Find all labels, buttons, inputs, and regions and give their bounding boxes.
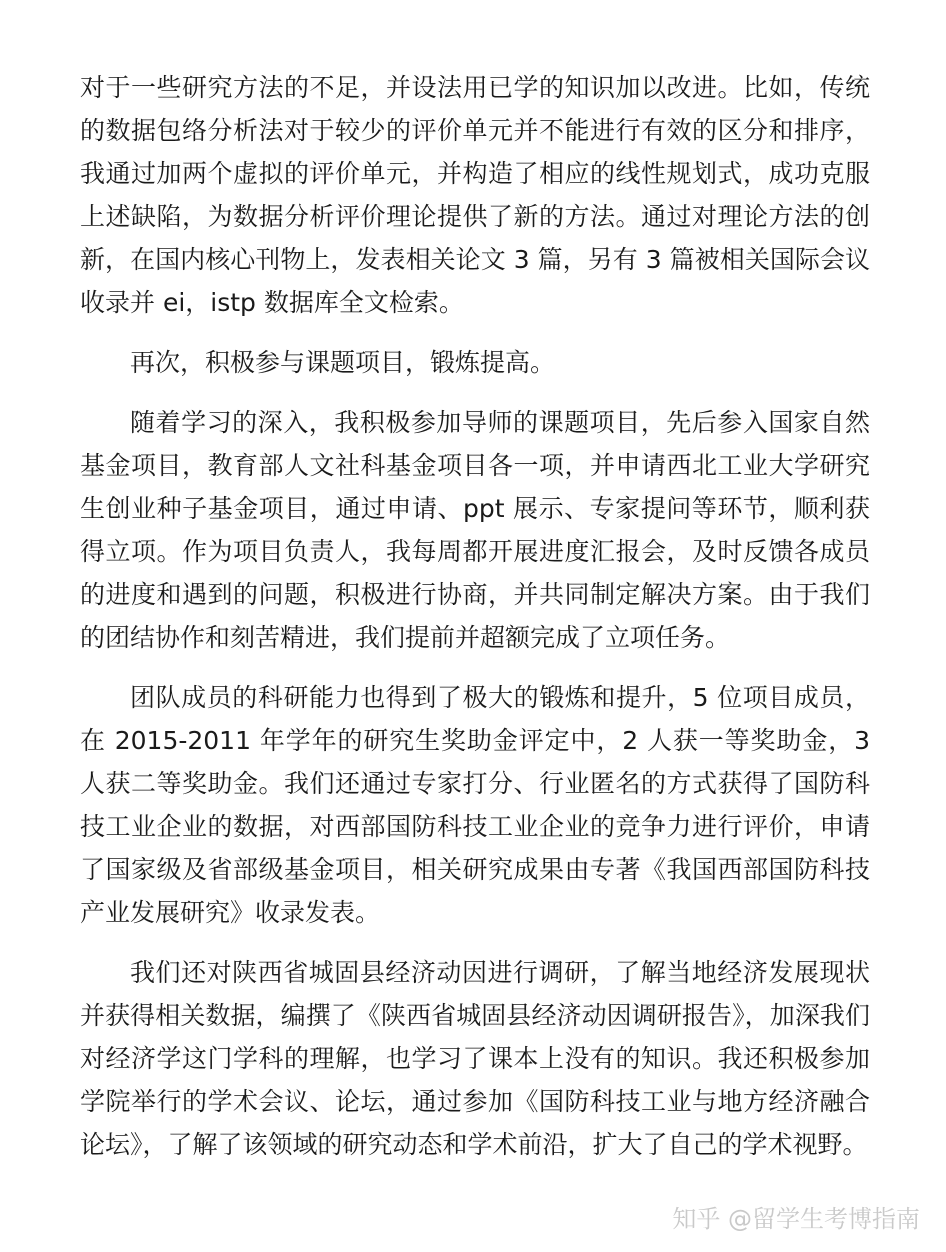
paragraph-methods-improvement: 对于一些研究方法的不足，并设法用已学的知识加以改进。比如，传统的数据包络分析法对于较少的评价单元并不能进行有效的区分和排序，我通过加两个虚拟的评价单元，并构造了相应的线性规划式，成功克服上述缺陷，为数据分析评价理论提供了新的方法。通过对理论方法的创新，在国内核心刊物上，发表相关论文 3 篇，另有 3 篇被相关国际会议收录并 ei，istp 数据库全文检索。 [80,73,870,317]
paragraph-field-research: 我们还对陕西省城固县经济动因进行调研，了解当地经济发展现状并获得相关数据，编撰了《陕西省城固县经济动因调研报告》，加深我们对经济学这门学科的理解，也学习了课本上没有的知识。我还积极参加学院举行的学术会议、论坛，通过参加《国防科技工业与地方经济融合论坛》，了解了该领域的研究动态和学术前沿，扩大了自己的学术视野。 [80,958,870,1159]
paragraph-project-participation: 随着学习的深入，我积极参加导师的课题项目，先后参入国家自然基金项目，教育部人文社科基金项目各一项，并申请西北工业大学研究生创业种子基金项目，通过申请、ppt 展示、专家提问等环节，顺利获得立项。作为项目负责人，我每周都开展进度汇报会，及时反馈各成员的进度和遇到的问题，积极进行协商，并共同制定解决方案。由于我们的团结协作和刻苦精进，我们提前并超额完成了立项任务。 [80,408,870,652]
document-body [80,66,870,1166]
paragraph-projects-heading: 再次，积极参与课题项目，锻炼提高。 [130,348,556,377]
paragraph-team-achievements: 团队成员的科研能力也得到了极大的锻炼和提升，5 位项目成员，在 2015-2011 年学年的研究生奖助金评定中，2 人获一等奖助金，3 人获二等奖助金。我们还通过专家打分、行业匿名的方式获得了国防科技工业企业的数据，对西部国防科技工业企业的竞争力进行评价，申请了国家级及省部级基金项目，相关研究成果由专著《我国西部国防科技产业发展研究》收录发表。 [80,683,870,927]
zhihu-watermark: 知乎 @留学生考博指南 [672,1205,920,1233]
